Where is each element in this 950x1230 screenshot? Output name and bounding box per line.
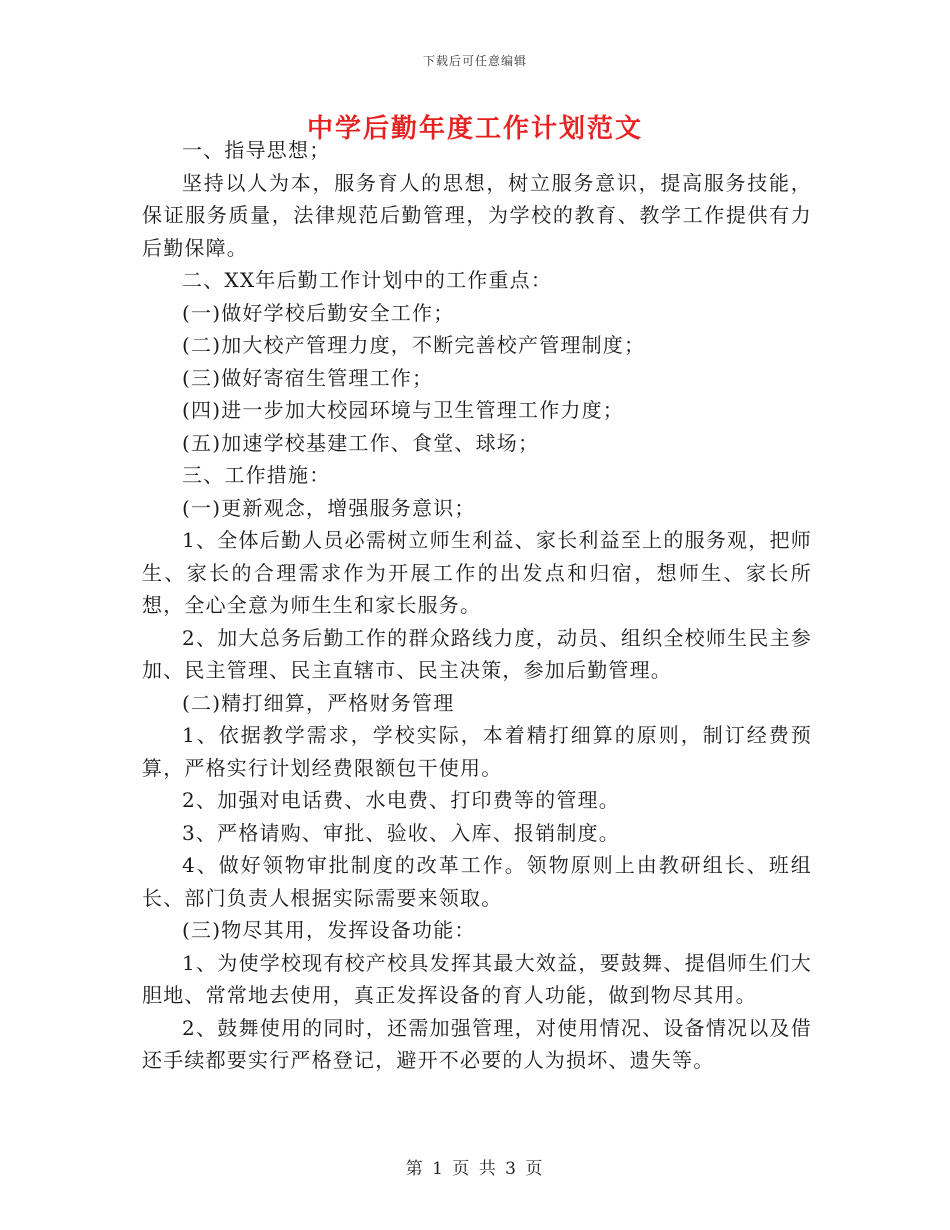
paragraph: 2、鼓舞使用的同时，还需加强管理，对使用情况、设备情况以及借还手续都要实行严格登记，避开不必要的人为损坏、遗失等。 — [142, 1015, 812, 1072]
section-heading: 一、指导思想； — [182, 138, 331, 162]
header-note: 下载后可任意编辑 — [422, 54, 527, 68]
paragraph: 3、严格请购、审批、验收、入库、报销制度。 — [182, 820, 620, 845]
paragraph: 1、依据教学需求，学校实际，本着精打细算的原则，制订经费预算，严格实行计划经费限额包干使用。 — [142, 723, 812, 780]
paragraph: 2、加强对电话费、水电费、打印费等的管理。 — [182, 788, 620, 812]
subsection-heading: (二)精打细算，严格财务管理 — [182, 690, 455, 715]
list-item: (二)加大校产管理力度，不断完善校产管理制度； — [182, 333, 646, 357]
list-item: (三)做好寄宿生管理工作； — [182, 365, 434, 390]
paragraph: 4、做好领物审批制度的改革工作。领物原则上由教研组长、班组长、部门负责人根据实际需要来领取。 — [142, 853, 812, 910]
section-heading: 二、XX年后勤工作计划中的工作重点： — [182, 268, 553, 292]
paragraph: 1、全体后勤人员必需树立师生利益、家长利益至上的服务观，把师生、家长的合理需求作为开展工作的出发点和归宿，想师生、家长所想，全心全意为师生生和家长服务。 — [142, 528, 812, 617]
list-item: (五)加速学校基建工作、食堂、球场； — [182, 430, 540, 455]
document-title: 中学后勤年度工作计划范文 — [306, 114, 643, 144]
subsection-heading: (三)物尽其用，发挥设备功能： — [182, 918, 476, 942]
paragraph: 坚持以人为本，服务育人的思想，树立服务意识，提高服务技能，保证服务质量，法律规范后勤管理，为学校的教育、教学工作提供有力后勤保障。 — [142, 170, 812, 260]
page-footer: 第 1 页 共 3 页 — [405, 1159, 545, 1179]
list-item: (一)做好学校后勤安全工作； — [182, 300, 455, 325]
paragraph: 1、为使学校现有校产校具发挥其最大效益，要鼓舞、提倡师生们大胆地、常常地去使用，真正发挥设备的育人功能，做到物尽其用。 — [142, 950, 812, 1007]
section-heading: 三、工作措施： — [182, 463, 331, 487]
subsection-heading: (一)更新观念，增强服务意识； — [182, 495, 476, 520]
document-body — [142, 134, 812, 1077]
list-item: (四)进一步加大校园环境与卫生管理工作力度； — [182, 398, 625, 422]
paragraph: 2、加大总务后勤工作的群众路线力度，动员、组织全校师生民主参加、民主管理、民主直辖市、民主决策，参加后勤管理。 — [142, 625, 812, 682]
